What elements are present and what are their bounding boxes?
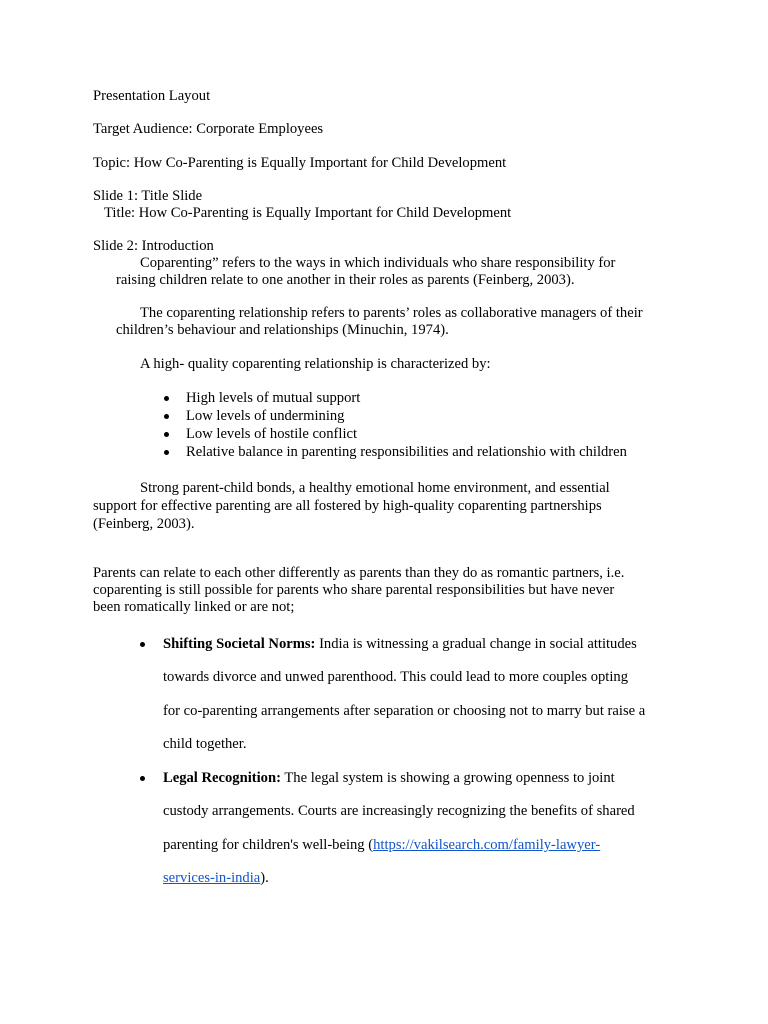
bullet-dot (140, 776, 145, 781)
vakilsearch-link[interactable]: services-in-india (163, 870, 261, 886)
bullet-item: High levels of mutual support (186, 390, 361, 406)
quality-intro: A high- quality coparenting relationship is characterized by: (140, 356, 491, 372)
relationship-line: The coparenting relationship refers to parents’ roles as collaborative managers of their (140, 305, 643, 321)
norms-heading: Shifting Societal Norms: (163, 636, 316, 652)
bullet-dot (164, 450, 169, 455)
bullet-item: Low levels of hostile conflict (186, 426, 358, 442)
bullet-dot (164, 432, 169, 437)
bonds-line: (Feinberg, 2003). (93, 516, 195, 532)
norms-line: for co-parenting arrangements after separation or choosing not to marry but raise a (163, 703, 646, 719)
target-audience: Target Audience: Corporate Employees (93, 121, 324, 137)
legal-line: custody arrangements. Courts are increasingly recognizing the benefits of shared (163, 803, 635, 819)
bullet-item: Relative balance in parenting responsibilities and relationshio with children (186, 444, 627, 460)
vakilsearch-link[interactable]: https://vakilsearch.com/family-lawyer- (373, 837, 601, 853)
doc-title: Presentation Layout (93, 88, 211, 104)
relationship-line: children’s behaviour and relationships (Minuchin, 1974). (116, 322, 449, 338)
norms-text: India is witnessing a gradual change in social attitudes (315, 636, 637, 652)
norms-line: child together. (163, 736, 247, 752)
legal-text: The legal system is showing a growing openness to joint (280, 770, 615, 786)
intro-line: Coparenting” refers to the ways in which individuals who share responsibility for (140, 255, 616, 271)
intro-line: raising children relate to one another in their roles as parents (Feinberg, 2003). (116, 272, 575, 288)
bonds-line: Strong parent-child bonds, a healthy emotional home environment, and essential (140, 480, 610, 496)
bullet-dot (164, 414, 169, 419)
legal-line (163, 770, 615, 787)
parents-line: coparenting is still possible for parents who share parental responsibilities but have never (93, 582, 615, 598)
slide1-heading: Slide 1: Title Slide (93, 188, 203, 204)
slide1-title: Title: How Co-Parenting is Equally Important for Child Development (104, 205, 512, 221)
bullet-dot (140, 642, 145, 647)
parents-line: been romatically linked or are not; (93, 599, 295, 615)
legal-heading: Legal Recognition: (163, 770, 281, 786)
slide2-heading: Slide 2: Introduction (93, 238, 214, 254)
legal-text: ). (260, 870, 269, 886)
norms-line (163, 636, 637, 653)
legal-line (163, 870, 269, 887)
legal-text: parenting for children's well-being ( (163, 837, 374, 853)
norms-line: towards divorce and unwed parenthood. This could lead to more couples opting (163, 669, 628, 685)
topic: Topic: How Co-Parenting is Equally Important for Child Development (93, 155, 507, 171)
bonds-line: support for effective parenting are all fostered by high-quality coparenting partnerships (93, 498, 602, 514)
bullet-item: Low levels of undermining (186, 408, 345, 424)
parents-line: Parents can relate to each other differently as parents than they do as romantic partners, i.e. (93, 565, 625, 581)
bullet-dot (164, 396, 169, 401)
legal-line (163, 837, 600, 854)
